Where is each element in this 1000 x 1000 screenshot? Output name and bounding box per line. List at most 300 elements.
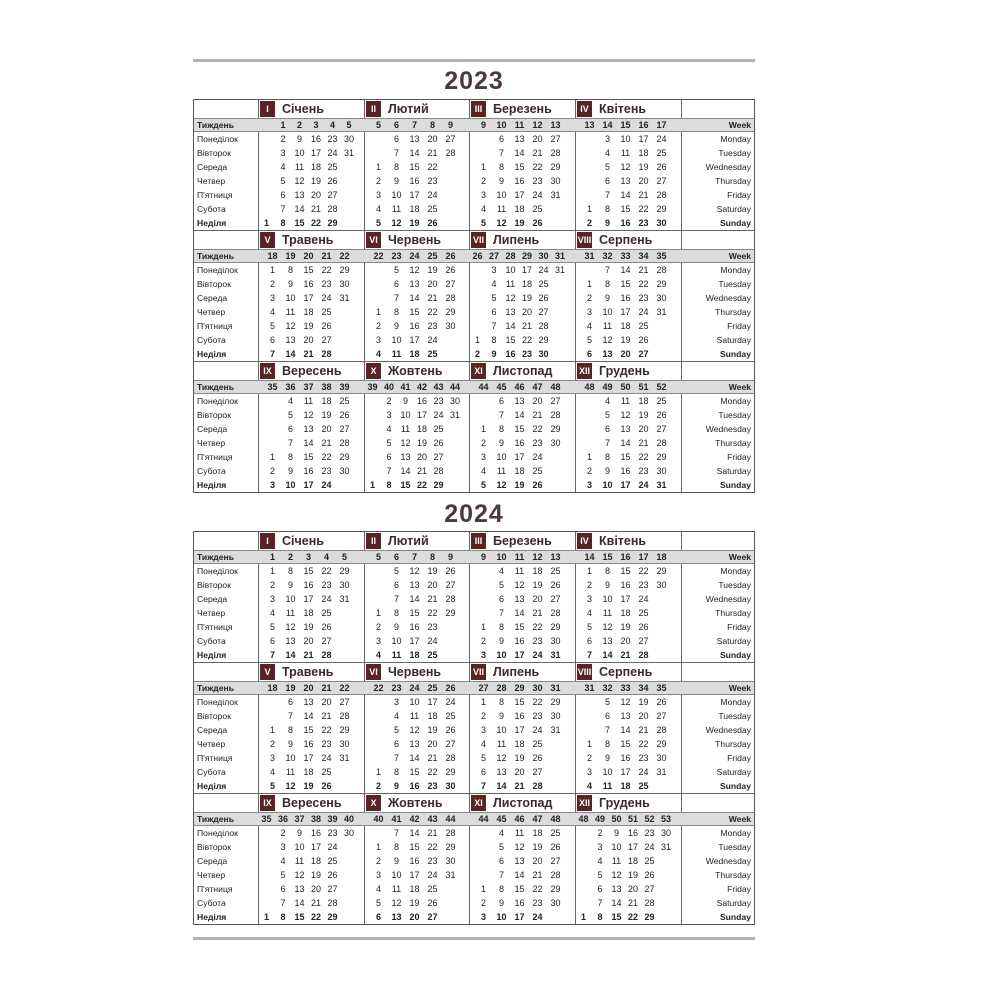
date-cell: 30 xyxy=(339,466,350,476)
month-title-row xyxy=(194,663,754,681)
date-cell: 2 xyxy=(480,711,486,721)
week-number: 22 xyxy=(373,251,384,261)
date-cell: 14 xyxy=(611,898,622,908)
date-cell: 3 xyxy=(269,753,275,763)
date-cell xyxy=(655,333,668,347)
week-number: 23 xyxy=(391,251,402,261)
week-number: 7 xyxy=(411,552,417,562)
date-cell: 3 xyxy=(280,842,286,852)
date-cell: 21 xyxy=(521,321,532,331)
date-cell: 1 xyxy=(375,608,381,618)
date-cell: 25 xyxy=(638,781,649,791)
date-cell: 9 xyxy=(287,466,293,476)
day-name: Четвер xyxy=(197,438,226,448)
week-label-en: Week xyxy=(728,683,751,693)
date-cell: 5 xyxy=(375,218,381,228)
date-cell: 12 xyxy=(496,218,507,228)
date-cell: 6 xyxy=(498,594,504,604)
date-cell: 21 xyxy=(532,148,543,158)
week-number: 29 xyxy=(521,251,532,261)
day-row xyxy=(194,910,754,924)
date-cell: 10 xyxy=(496,452,507,462)
date-cell: 5 xyxy=(491,293,497,303)
date-cell: 21 xyxy=(638,725,649,735)
date-cell: 7 xyxy=(604,438,610,448)
date-cell: 13 xyxy=(505,307,516,317)
date-cell: 31 xyxy=(660,842,671,852)
date-cell: 16 xyxy=(409,856,420,866)
week-number: 45 xyxy=(496,814,507,824)
week-number: 24 xyxy=(409,251,420,261)
date-cell xyxy=(577,854,590,868)
date-cell: 30 xyxy=(656,218,667,228)
date-cell xyxy=(583,263,596,277)
week-label-en: Week xyxy=(728,552,751,562)
date-cell: 15 xyxy=(620,204,631,214)
date-cell: 28 xyxy=(321,650,332,660)
date-cell xyxy=(477,394,490,408)
date-cell: 16 xyxy=(303,466,314,476)
date-cell: 5 xyxy=(375,898,381,908)
week-label-en: Week xyxy=(728,382,751,392)
date-cell: 11 xyxy=(496,739,507,749)
date-cell xyxy=(338,779,351,793)
date-cell: 30 xyxy=(550,176,561,186)
date-cell: 16 xyxy=(310,828,321,838)
week-number: 31 xyxy=(584,251,595,261)
date-cell: 24 xyxy=(638,767,649,777)
date-cell: 10 xyxy=(400,410,411,420)
date-cell: 11 xyxy=(514,828,525,838)
date-cell: 16 xyxy=(303,279,314,289)
date-cell: 13 xyxy=(409,580,420,590)
week-number: 1 xyxy=(280,120,286,130)
date-cell xyxy=(554,305,567,319)
month-roman-numeral: X xyxy=(366,795,381,811)
date-cell: 25 xyxy=(321,307,332,317)
week-number: 13 xyxy=(550,552,561,562)
week-number: 23 xyxy=(391,683,402,693)
day-name: Неділя xyxy=(197,218,227,228)
date-cell: 12 xyxy=(409,725,420,735)
month-name: Травень xyxy=(282,233,334,247)
week-number: 8 xyxy=(429,552,435,562)
date-cell: 5 xyxy=(386,438,392,448)
date-cell: 6 xyxy=(498,134,504,144)
date-cell: 3 xyxy=(269,293,275,303)
date-cell: 8 xyxy=(393,608,399,618)
date-cell xyxy=(583,709,596,723)
date-cell: 18 xyxy=(638,148,649,158)
date-cell: 11 xyxy=(391,349,402,359)
date-cell xyxy=(655,606,668,620)
date-cell: 26 xyxy=(532,480,543,490)
day-row xyxy=(194,146,754,160)
date-cell xyxy=(449,464,462,478)
date-cell xyxy=(260,174,273,188)
month-roman-numeral: VI xyxy=(366,664,381,680)
day-name: Субота xyxy=(197,335,226,345)
date-cell: 12 xyxy=(514,842,525,852)
date-cell xyxy=(471,291,484,305)
date-cell: 1 xyxy=(586,739,592,749)
date-cell: 28 xyxy=(550,608,561,618)
day-name-en: Wednesday xyxy=(705,725,751,735)
date-cell: 7 xyxy=(280,898,286,908)
day-name-en: Monday xyxy=(720,265,751,275)
week-number: 5 xyxy=(375,552,381,562)
day-name: Четвер xyxy=(197,176,226,186)
date-cell: 22 xyxy=(638,566,649,576)
date-cell: 24 xyxy=(321,594,332,604)
date-cell: 18 xyxy=(303,307,314,317)
date-cell: 21 xyxy=(310,898,321,908)
date-cell: 4 xyxy=(386,424,392,434)
date-cell: 4 xyxy=(287,396,293,406)
date-cell: 30 xyxy=(339,279,350,289)
date-cell xyxy=(471,277,484,291)
day-name-en: Friday xyxy=(727,452,751,462)
month-roman-numeral: XI xyxy=(471,363,486,379)
week-number: 28 xyxy=(496,683,507,693)
date-cell: 8 xyxy=(287,452,293,462)
date-cell: 27 xyxy=(427,912,438,922)
date-cell: 24 xyxy=(327,842,338,852)
date-cell: 4 xyxy=(280,162,286,172)
date-cell: 5 xyxy=(597,870,603,880)
date-cell: 12 xyxy=(620,410,631,420)
date-cell: 13 xyxy=(409,739,420,749)
date-cell: 8 xyxy=(604,739,610,749)
day-name: П'ятниця xyxy=(197,452,233,462)
date-cell xyxy=(471,319,484,333)
day-row xyxy=(194,333,754,347)
date-cell xyxy=(583,174,596,188)
week-number: 39 xyxy=(367,382,378,392)
date-cell: 18 xyxy=(303,767,314,777)
date-cell: 2 xyxy=(269,739,275,749)
date-cell xyxy=(372,709,385,723)
date-cell: 11 xyxy=(391,650,402,660)
week-number: 43 xyxy=(427,814,438,824)
date-cell: 10 xyxy=(496,725,507,735)
date-cell: 21 xyxy=(416,466,427,476)
date-cell: 24 xyxy=(427,636,438,646)
date-cell: 7 xyxy=(491,321,497,331)
date-cell: 28 xyxy=(433,466,444,476)
day-name-en: Wednesday xyxy=(705,594,751,604)
date-cell: 23 xyxy=(638,753,649,763)
date-cell xyxy=(549,765,562,779)
date-cell xyxy=(577,840,590,854)
date-cell: 7 xyxy=(480,781,486,791)
day-row xyxy=(194,751,754,765)
day-name: Субота xyxy=(197,898,226,908)
date-cell: 14 xyxy=(496,781,507,791)
day-name: Середа xyxy=(197,856,228,866)
date-cell: 18 xyxy=(620,781,631,791)
date-cell: 14 xyxy=(602,650,613,660)
date-cell: 31 xyxy=(550,650,561,660)
day-name-en: Thursday xyxy=(715,176,751,186)
week-number: 4 xyxy=(323,552,329,562)
date-cell: 13 xyxy=(409,279,420,289)
date-cell: 30 xyxy=(445,321,456,331)
date-cell: 10 xyxy=(285,293,296,303)
week-number: 13 xyxy=(584,120,595,130)
day-name-en: Sunday xyxy=(719,218,751,228)
date-cell: 16 xyxy=(620,580,631,590)
date-cell xyxy=(549,464,562,478)
date-cell: 28 xyxy=(638,650,649,660)
day-name: Субота xyxy=(197,466,226,476)
date-cell: 18 xyxy=(521,279,532,289)
date-cell: 8 xyxy=(597,912,603,922)
date-cell: 14 xyxy=(514,148,525,158)
day-name-en: Tuesday xyxy=(718,148,751,158)
date-cell: 30 xyxy=(656,466,667,476)
date-cell: 18 xyxy=(321,396,332,406)
day-name-en: Tuesday xyxy=(718,410,751,420)
date-cell xyxy=(583,146,596,160)
date-cell: 30 xyxy=(656,580,667,590)
date-cell xyxy=(549,751,562,765)
day-name: П'ятниця xyxy=(197,190,233,200)
date-cell: 23 xyxy=(433,396,444,406)
week-number: 18 xyxy=(267,683,278,693)
date-cell: 28 xyxy=(445,828,456,838)
date-cell: 2 xyxy=(586,466,592,476)
date-cell xyxy=(260,132,273,146)
date-cell: 31 xyxy=(554,265,565,275)
date-cell: 23 xyxy=(532,438,543,448)
date-cell: 22 xyxy=(321,725,332,735)
date-cell: 24 xyxy=(532,725,543,735)
week-label: Тиждень xyxy=(197,552,235,562)
date-cell: 16 xyxy=(620,293,631,303)
date-cell: 24 xyxy=(532,452,543,462)
month-title-row xyxy=(194,794,754,812)
date-cell: 30 xyxy=(550,711,561,721)
date-cell: 13 xyxy=(294,190,305,200)
week-number: 52 xyxy=(656,382,667,392)
date-cell xyxy=(477,826,490,840)
date-cell: 5 xyxy=(498,580,504,590)
week-number: 9 xyxy=(480,552,486,562)
day-name-en: Sunday xyxy=(719,650,751,660)
week-number: 15 xyxy=(602,552,613,562)
date-cell: 23 xyxy=(321,739,332,749)
date-cell: 27 xyxy=(532,767,543,777)
date-cell: 5 xyxy=(269,781,275,791)
date-cell: 25 xyxy=(427,884,438,894)
date-cell: 14 xyxy=(409,148,420,158)
week-number: 18 xyxy=(656,552,667,562)
date-cell: 2 xyxy=(280,134,286,144)
week-number: 50 xyxy=(620,382,631,392)
day-name: П'ятниця xyxy=(197,321,233,331)
date-cell: 9 xyxy=(393,176,399,186)
date-cell: 25 xyxy=(327,856,338,866)
date-cell xyxy=(655,779,668,793)
date-cell: 15 xyxy=(611,912,622,922)
date-cell: 17 xyxy=(409,335,420,345)
date-cell xyxy=(477,854,490,868)
date-cell: 4 xyxy=(375,884,381,894)
year-table-2024 xyxy=(193,531,755,925)
date-cell: 1 xyxy=(375,307,381,317)
date-cell: 12 xyxy=(285,622,296,632)
date-cell: 26 xyxy=(321,321,332,331)
day-name-en: Sunday xyxy=(719,912,751,922)
date-cell: 13 xyxy=(303,424,314,434)
date-cell: 21 xyxy=(532,410,543,420)
day-name-en: Monday xyxy=(720,396,751,406)
date-cell: 2 xyxy=(375,176,381,186)
date-cell: 1 xyxy=(375,842,381,852)
date-cell: 8 xyxy=(491,335,497,345)
date-cell: 27 xyxy=(550,134,561,144)
date-cell xyxy=(444,202,457,216)
day-row xyxy=(194,868,754,882)
date-cell: 17 xyxy=(310,148,321,158)
day-row xyxy=(194,408,754,422)
date-cell: 13 xyxy=(514,134,525,144)
date-cell: 11 xyxy=(391,204,402,214)
date-cell: 31 xyxy=(339,753,350,763)
day-name-en: Saturday xyxy=(716,335,751,345)
date-cell: 28 xyxy=(445,753,456,763)
week-number: 13 xyxy=(550,120,561,130)
month-roman-numeral: XII xyxy=(577,795,592,811)
day-name-en: Monday xyxy=(720,566,751,576)
date-cell: 7 xyxy=(386,466,392,476)
day-name: Субота xyxy=(197,204,226,214)
month-roman-numeral: V xyxy=(260,664,275,680)
date-cell: 19 xyxy=(310,870,321,880)
month-name: Вересень xyxy=(282,364,342,378)
date-cell: 31 xyxy=(445,870,456,880)
date-cell xyxy=(583,723,596,737)
date-cell: 25 xyxy=(656,148,667,158)
date-cell: 13 xyxy=(294,884,305,894)
date-cell: 16 xyxy=(514,711,525,721)
date-cell: 27 xyxy=(644,884,655,894)
date-cell: 1 xyxy=(369,480,375,490)
day-row xyxy=(194,592,754,606)
date-cell: 1 xyxy=(586,566,592,576)
date-cell: 26 xyxy=(427,218,438,228)
date-cell: 9 xyxy=(498,711,504,721)
date-cell: 3 xyxy=(586,307,592,317)
date-cell xyxy=(549,202,562,216)
date-cell: 8 xyxy=(498,622,504,632)
date-cell: 9 xyxy=(287,279,293,289)
week-number-row xyxy=(194,249,754,263)
date-cell: 28 xyxy=(644,898,655,908)
date-cell: 5 xyxy=(480,218,486,228)
date-cell: 1 xyxy=(269,566,275,576)
date-cell: 23 xyxy=(321,466,332,476)
day-name: П'ятниця xyxy=(197,753,233,763)
month-name: Квітень xyxy=(599,102,647,116)
month-roman-numeral: VIII xyxy=(577,232,592,248)
date-cell: 7 xyxy=(604,190,610,200)
day-row xyxy=(194,723,754,737)
date-cell: 28 xyxy=(550,410,561,420)
year-title-2024: 2024 xyxy=(444,500,504,528)
day-name-en: Friday xyxy=(727,190,751,200)
date-cell: 15 xyxy=(303,265,314,275)
date-cell: 6 xyxy=(498,856,504,866)
date-cell: 10 xyxy=(496,190,507,200)
date-cell: 29 xyxy=(339,452,350,462)
date-cell: 29 xyxy=(656,279,667,289)
date-cell xyxy=(372,695,385,709)
date-cell xyxy=(449,450,462,464)
date-cell: 26 xyxy=(327,176,338,186)
date-cell: 11 xyxy=(620,396,631,406)
date-cell: 15 xyxy=(514,424,525,434)
date-cell: 22 xyxy=(321,265,332,275)
date-cell: 3 xyxy=(375,335,381,345)
month-title xyxy=(577,533,679,549)
date-cell: 3 xyxy=(586,767,592,777)
date-cell: 13 xyxy=(514,856,525,866)
date-cell xyxy=(266,394,279,408)
quarter-band xyxy=(194,662,754,793)
date-cell: 1 xyxy=(586,204,592,214)
date-cell: 21 xyxy=(514,781,525,791)
date-cell: 20 xyxy=(620,636,631,646)
date-cell: 1 xyxy=(269,265,275,275)
date-cell: 3 xyxy=(269,594,275,604)
day-row xyxy=(194,305,754,319)
month-title-row xyxy=(194,362,754,380)
week-number: 25 xyxy=(427,683,438,693)
month-title-row xyxy=(194,100,754,118)
date-cell: 17 xyxy=(310,842,321,852)
month-title xyxy=(260,533,362,549)
week-number: 8 xyxy=(429,120,435,130)
date-cell: 12 xyxy=(496,480,507,490)
date-cell: 17 xyxy=(521,265,532,275)
date-cell: 11 xyxy=(505,279,516,289)
date-cell: 25 xyxy=(427,349,438,359)
date-cell: 14 xyxy=(514,870,525,880)
date-cell: 14 xyxy=(285,650,296,660)
date-cell xyxy=(338,765,351,779)
week-number: 14 xyxy=(584,552,595,562)
date-cell xyxy=(577,896,590,910)
date-cell xyxy=(266,408,279,422)
date-cell: 7 xyxy=(269,349,275,359)
date-cell: 27 xyxy=(656,176,667,186)
date-cell: 24 xyxy=(532,650,543,660)
date-cell: 14 xyxy=(620,265,631,275)
week-number xyxy=(260,119,273,131)
date-cell: 30 xyxy=(656,293,667,303)
date-cell: 18 xyxy=(620,608,631,618)
date-cell: 21 xyxy=(321,711,332,721)
month-name: Липень xyxy=(493,665,540,679)
day-name: Неділя xyxy=(197,781,227,791)
year-title-2023: 2023 xyxy=(444,67,504,95)
date-cell: 12 xyxy=(409,566,420,576)
date-cell: 9 xyxy=(296,134,302,144)
date-cell xyxy=(549,737,562,751)
month-name: Жовтень xyxy=(388,796,443,810)
